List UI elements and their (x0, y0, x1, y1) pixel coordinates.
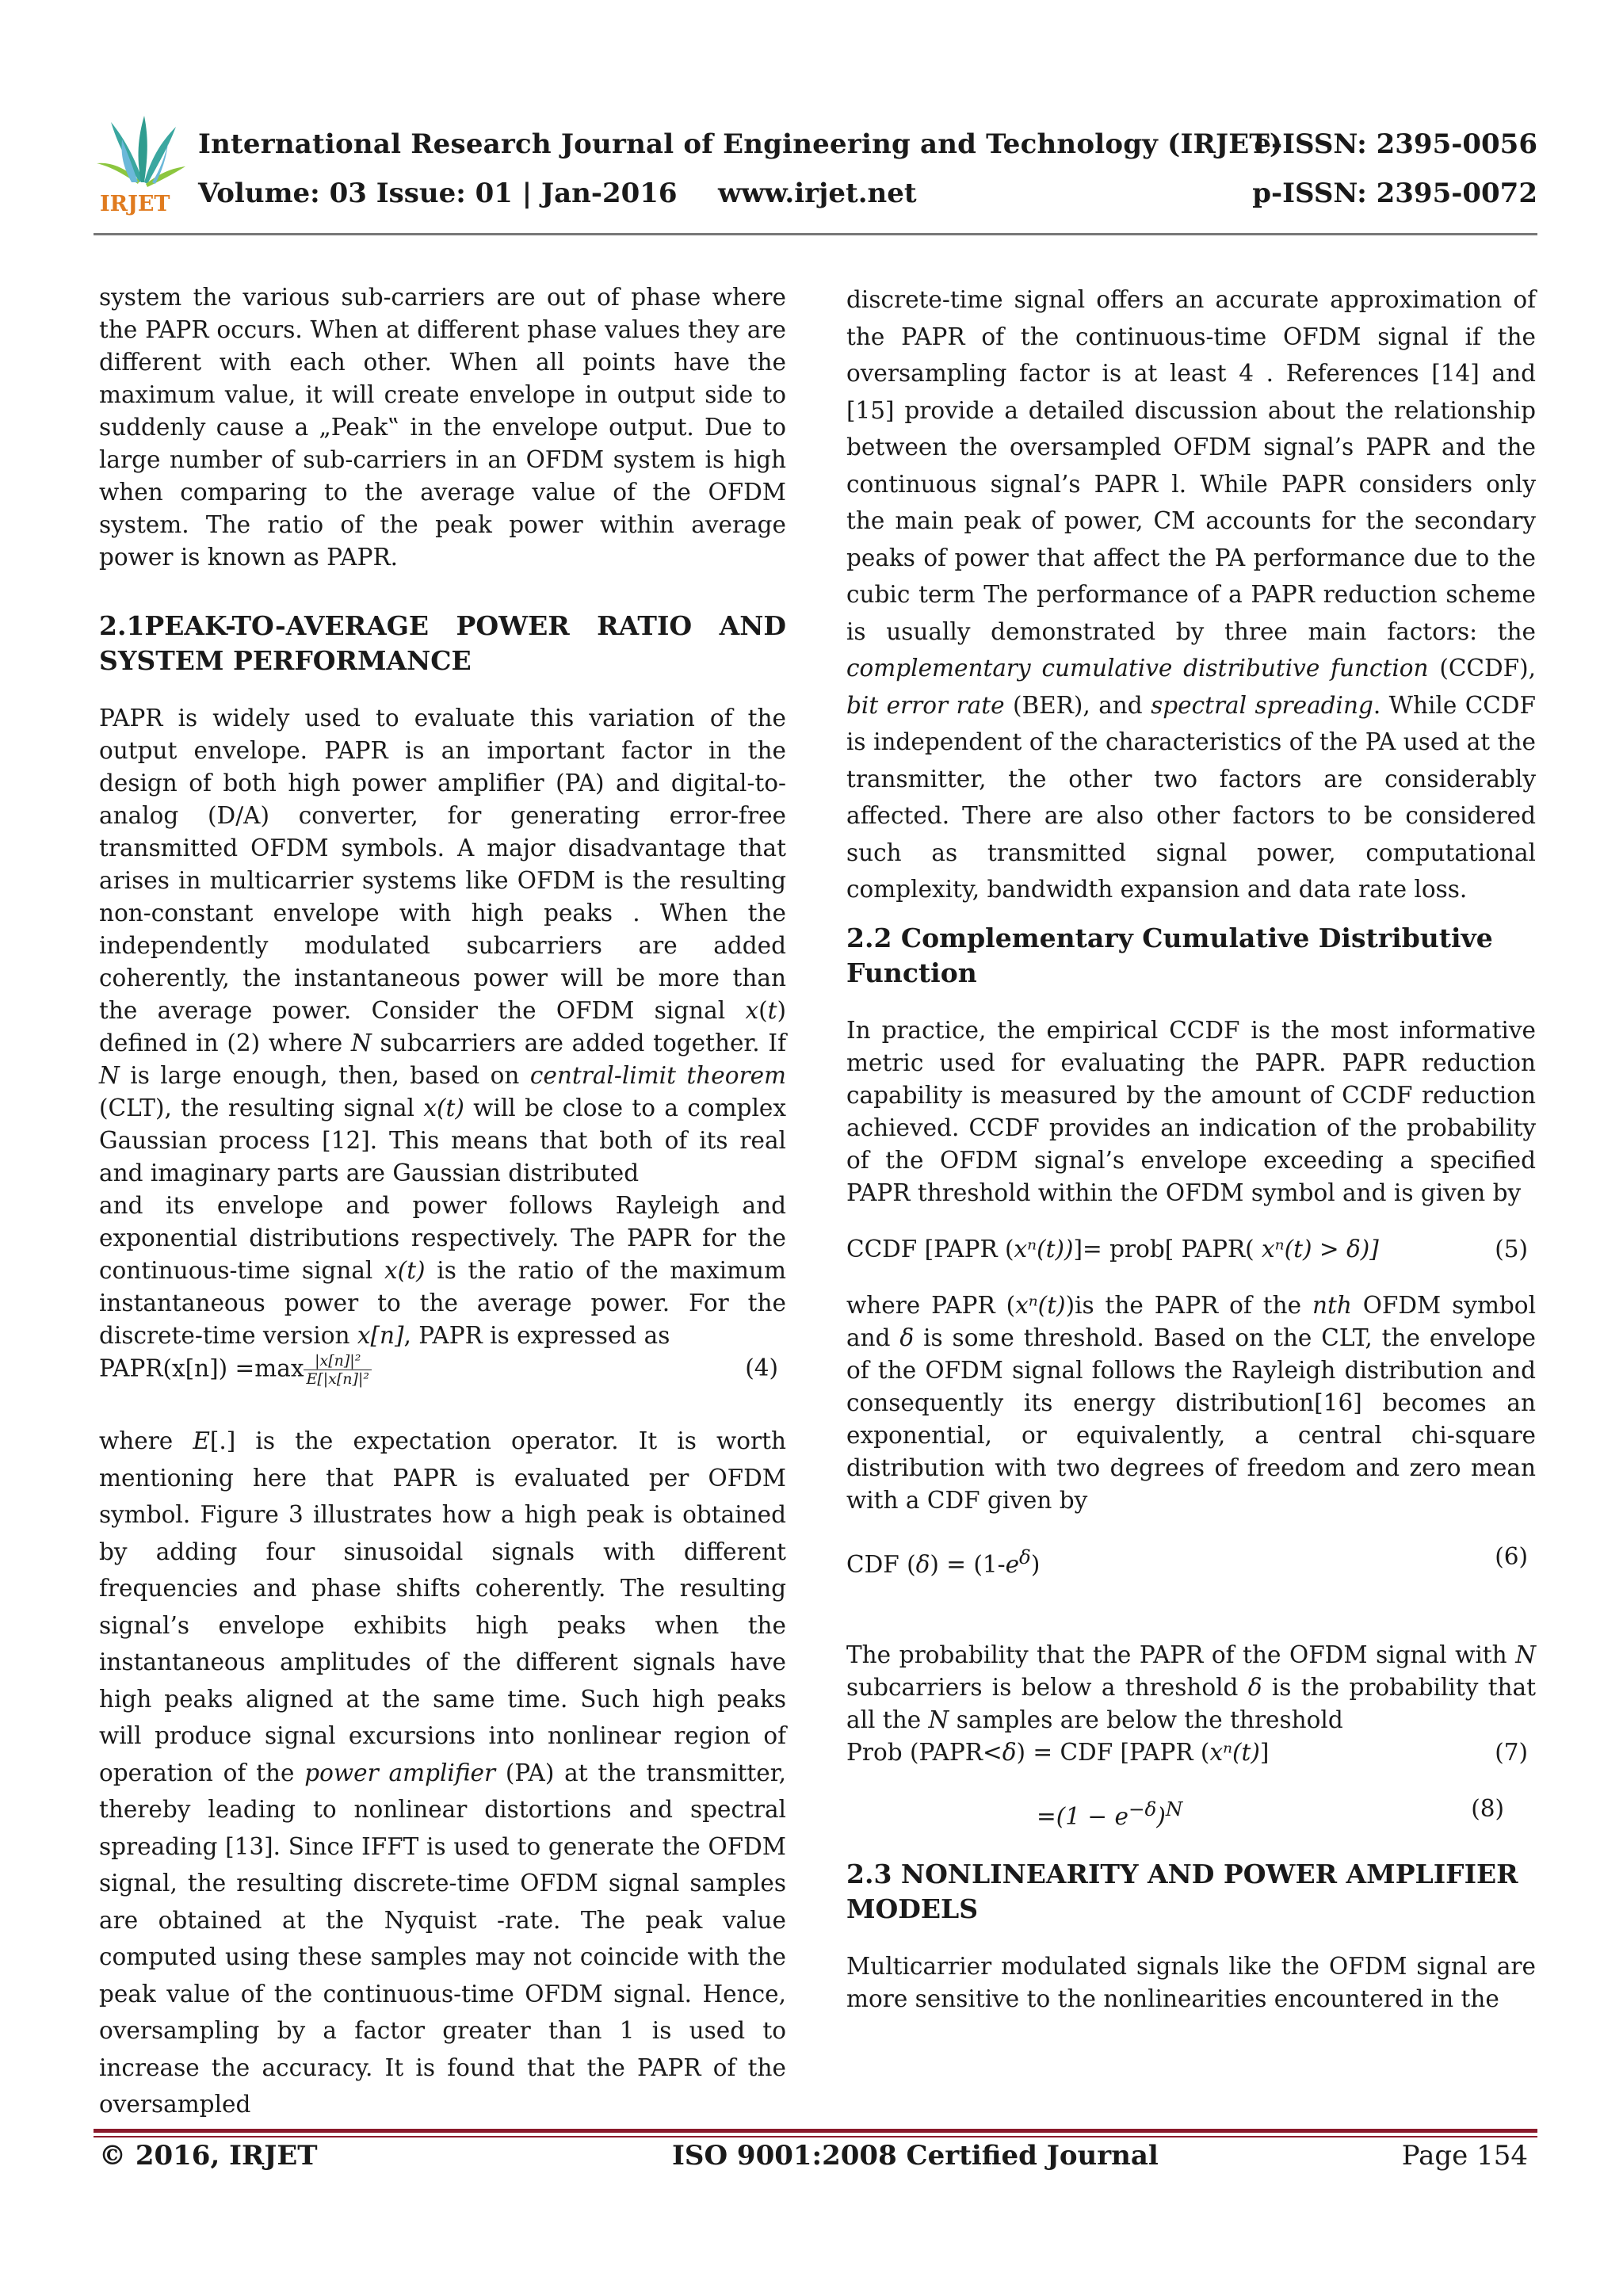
footer-rule (94, 2136, 1537, 2137)
right-column (846, 281, 1536, 2015)
volume-issue: Volume: 03 Issue: 01 | Jan-2016 (198, 178, 678, 209)
equation-number: (5) (1495, 1235, 1528, 1263)
page-number: Page 154 (1401, 2140, 1528, 2172)
equation-number: (4) (745, 1354, 778, 1381)
equation-6: CDF $(\delta) = (1-e^\delta)$ (6) (846, 1541, 1536, 1581)
footer-rule (94, 2129, 1537, 2133)
heading-line: 2.1PEAK-TO-AVERAGE POWER RATIO AND (99, 610, 786, 641)
equation-number: (6) (1495, 1542, 1528, 1570)
paragraph: Multicarrier modulated signals like the OFDM signal are more sensitive to the nonlinearities encountered in the (846, 1953, 1536, 2013)
certification: ISO 9001:2008 Certified Journal (672, 2140, 1159, 2172)
paragraph: The probability that the PAPR of the OFDM signal with N subcarriers is below a threshold δ is the probability that all the N samples are below the threshold (846, 1641, 1537, 1734)
heading-line: Function (846, 957, 977, 988)
equation-7: Prob (PAPR<δ) = CDF [PAPR (xⁿ(t)] (7) (846, 1736, 1536, 1769)
paragraph: system the various sub-carriers are out of phase where the PAPR occurs. When at different phase values they are different with each other. When all points have the maximum value, it will create envelope in output side to suddenly cause a „Peak‟ in the envelope output. Due to large number of sub-carriers in an OFDM system is high when comparing to the average value of the OFDM system. The ratio of the peak power within average power is known as PAPR. (99, 284, 786, 571)
copyright: © 2016, IRJET (99, 2140, 318, 2172)
paragraph: In practice, the empirical CCDF is the most informative metric used for evaluating the PAPR. PAPR reduction capability is measured by the amount of CCDF reduction achieved. CCDF provides an indication of the probability of the OFDM signal’s envelope exceeding a specified PAPR threshold within the OFDM symbol and is given by (846, 1016, 1536, 1206)
irjet-logo (94, 111, 189, 222)
equation-number: (8) (1471, 1795, 1504, 1823)
journal-website[interactable]: www.irjet.net (718, 178, 917, 209)
paragraph: and its envelope and power follows Rayleigh and exponential distributions respectively. The PAPR for the continuous-time signal x(t) is the ratio of the maximum instantaneous power to the average power. For the discrete-time version x[n], PAPR is expressed as (99, 1192, 786, 1349)
journal-title: International Research Journal of Engineering and Technology (IRJET) (198, 128, 1283, 160)
left-column (99, 281, 786, 2123)
paragraph: PAPR is widely used to evaluate this variation of the output envelope. PAPR is an important factor in the design of both high power amplifier (PA) and digital-to-analog (D/A) converter, for generating error-free transmitted OFDM symbols. A major disadvantage that arises in multicarrier systems like OFDM is the resulting non-constant envelope with high peaks . When the independently modulated subcarriers are added coherently, the instantaneous power will be more than the average power. Consider the OFDM signal x(t) defined in (2) where N subcarriers are added together. If N is large enough, then, based on central-limit theorem (CLT), the resulting signal x(t) will be close to a complex Gaussian process [12]. This means that both of its real and imaginary parts are Gaussian distributed (99, 705, 787, 1186)
equation-8: $=(1 - e^{-\delta})^N$ (8) (846, 1793, 1536, 1833)
fraction: $\frac{\text{|x[n]|²}}{\text{E[|x[n]|²}}$ (304, 1352, 371, 1388)
heading-line: MODELS (846, 1893, 979, 1925)
page-header (94, 111, 1537, 230)
p-issn: p-ISSN: 2395-0072 (1252, 178, 1537, 209)
paragraph: where E[.] is the expectation operator. It is worth mentioning here that PAPR is evaluated per OFDM symbol. Figure 3 illustrates how a high peak is obtained by adding four sinusoidal signals with different frequencies and phase shifts coherently. The resulting signal’s envelope exhibits high peaks when the instantaneous amplitudes of the different signals have high peaks aligned at the same time. Such high peaks will produce signal excursions into nonlinear region of operation of the power amplifier (PA) at the transmitter, thereby leading to nonlinear distortions and spectral spreading [13]. Since IFFT is used to generate the OFDM signal, the resulting discrete-time OFDM signal samples are obtained at the Nyquist -rate. The peak value computed using these samples may not coincide with the peak value of the continuous-time OFDM signal. Hence, oversampling by a factor greater than 1 is used to increase the accuracy. It is found that the PAPR of the oversampled (99, 1427, 786, 2118)
equation-5: CCDF [PAPR (xⁿ(t))]= prob[ PAPR( xⁿ(t) > δ)] (5) (846, 1233, 1536, 1266)
paragraph: discrete-time signal offers an accurate approximation of the PAPR of the continuous-time OFDM signal if the oversampling factor is at least 4 . References [14] and [15] provide a detailed discussion about the relationship between the oversampled OFDM signal’s PAPR and the continuous signal’s PAPR l. While PAPR considers only the main peak of power, CM accounts for the secondary peaks of power that affect the PA performance due to the cubic term The performance of a PAPR reduction scheme is usually demonstrated by three main factors: the complementary cumulative distributive function (CCDF), bit error rate (BER), and spectral spreading. While CCDF is independent of the characteristics of the PA used at the transmitter, the other two factors are considerably affected. There are also other factors to be considered such as transmitted signal power, computational complexity, bandwidth expansion and data rate loss. (846, 286, 1536, 903)
equation-number: (7) (1495, 1739, 1528, 1767)
equation-4: PAPR(x[n]) =max $\frac{\text{|x[n]|²}}{\text{E[|x[n]|²}}$ (4) (99, 1352, 778, 1388)
section-heading-2-3 (846, 1857, 1536, 1927)
heading-line: 2.2 Complementary Cumulative Distributive (846, 922, 1493, 953)
section-heading-2-1 (99, 609, 786, 678)
section-heading-2-2 (846, 921, 1536, 991)
heading-line: SYSTEM PERFORMANCE (99, 645, 472, 676)
heading-line: 2.3 NONLINEARITY AND POWER AMPLIFIER (846, 1859, 1518, 1890)
logo-text: IRJET (100, 192, 170, 216)
e-issn: e-ISSN: 2395-0056 (1254, 128, 1537, 160)
header-rule (94, 233, 1537, 235)
paragraph: where PAPR (xⁿ(t))is the PAPR of the nth OFDM symbol and δ is some threshold. Based on the CLT, the envelope of the OFDM signal follows the Rayleigh distribution and consequently its energy distribution[16] becomes an exponential, or equivalently, a central chi-square distribution with two degrees of freedom and zero mean with a CDF given by (846, 1291, 1536, 1514)
